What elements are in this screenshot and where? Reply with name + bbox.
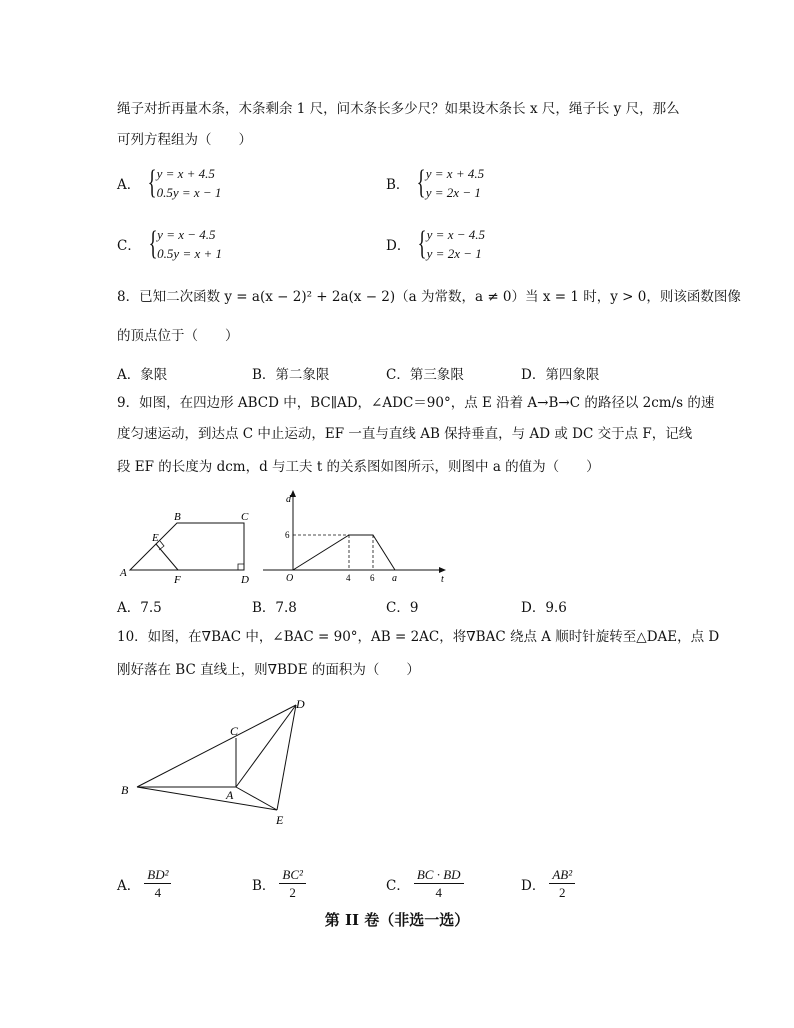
- q7-option-c-eq2: 0.5y = x + 1: [157, 246, 223, 261]
- q7-option-c: [117, 225, 222, 263]
- q9-label-f: F: [174, 574, 181, 586]
- q10-option-b-label: B．: [252, 877, 276, 894]
- brace-icon: {: [147, 164, 157, 201]
- q8-stem-line1: 8．已知二次函数 y = a(x − 2)² + 2a(x − 2)（a 为常数，a ≠ 0）当 x = 1 时，y > 0，则该函数图像: [117, 289, 741, 305]
- q10-option-b: [252, 866, 306, 901]
- q10-label-c: C: [230, 724, 239, 738]
- q8-option-c: C．第三象限: [386, 367, 464, 383]
- q10-option-d-numerator: AB²: [549, 866, 575, 884]
- q10-option-a-denominator: 4: [154, 885, 162, 900]
- q9-graph-x6-label: 6: [370, 573, 375, 583]
- q9-label-e: E: [152, 532, 159, 544]
- q10-stem-line1: 10．如图，在∇BAC 中，∠BAC = 90°，AB = 2AC，将∇BAC 绕点 A 顺时针旋转至△DAE，点 D: [117, 629, 720, 645]
- q9-graph-t-label: t: [441, 574, 444, 585]
- q10-option-c: [386, 866, 464, 901]
- q9-graph-origin-label: O: [286, 573, 294, 584]
- q7-option-d-eq1: y = x − 4.5: [426, 227, 485, 242]
- q7-option-c-eq1: y = x − 4.5: [157, 227, 216, 242]
- brace-icon: {: [417, 164, 427, 201]
- q9-option-b: B．7.8: [252, 600, 297, 616]
- q9-label-b: B: [174, 511, 181, 523]
- q9-option-c: C．9: [386, 600, 419, 616]
- q10-option-c-numerator: BC · BD: [414, 866, 464, 884]
- q10-option-a-label: A．: [117, 877, 141, 894]
- section-title: 第 II 卷（非选一选）: [324, 911, 470, 929]
- q7-option-a: [117, 164, 221, 202]
- q9-option-a: A．7.5: [117, 600, 162, 616]
- q10-option-d-denominator: 2: [558, 885, 566, 900]
- q10-option-c-denominator: 4: [435, 885, 442, 900]
- q7-option-c-label: C．: [117, 238, 141, 254]
- q10-option-d-label: D．: [521, 877, 546, 894]
- q8-option-b: B．第二象限: [252, 367, 330, 383]
- q9-label-a: A: [120, 567, 127, 579]
- q9-graph-xa-label: a: [392, 573, 397, 584]
- q7-option-d-label: D．: [386, 238, 411, 254]
- q10-option-b-numerator: BC²: [279, 866, 306, 884]
- q10-option-a: [117, 866, 171, 901]
- q10-option-a-numerator: BD²: [144, 866, 171, 884]
- q9-label-d: D: [241, 574, 249, 586]
- q7-option-b-label: B．: [386, 177, 410, 193]
- q9-option-d: D．9.6: [521, 600, 567, 616]
- q10-label-a: A: [226, 788, 234, 802]
- q8-stem-line2: 的顶点位于（ ）: [117, 328, 239, 344]
- q9-label-c: C: [241, 511, 249, 523]
- q10-option-b-denominator: 2: [289, 885, 296, 900]
- q8-option-a: A．象限: [117, 367, 168, 383]
- brace-icon: {: [148, 225, 158, 262]
- q9-graph-d-label: d: [286, 494, 291, 505]
- q10-label-b: B: [121, 783, 129, 797]
- q10-label-e: E: [276, 813, 284, 827]
- q10-triangle-figure: [115, 693, 315, 828]
- q7-option-d: [386, 225, 485, 263]
- q9-stem-line3: 段 EF 的长度为 dcm，d 与工夫 t 的关系图如图所示，则图中 a 的值为（ ）: [117, 459, 600, 475]
- q10-label-d: D: [296, 697, 305, 711]
- q8-option-d: D．第四象限: [521, 367, 600, 383]
- q9-stem-line2: 度匀速运动，到达点 C 中止运动，EF 一直与直线 AB 保持垂直，与 AD 或 DC 交于点 F，记线: [117, 426, 693, 442]
- q9-stem-line1: 9．如图，在四边形 ABCD 中，BC∥AD，∠ADC＝90°，点 E 沿着 A→B→C 的路径以 2cm/s 的速: [117, 395, 715, 411]
- brace-icon: {: [418, 225, 427, 262]
- q9-graph-x4-label: 4: [346, 573, 351, 583]
- q7-option-b-eq1: y = x + 4.5: [425, 166, 485, 181]
- q7-option-d-eq2: y = 2x − 1: [426, 246, 482, 261]
- q10-option-d: [521, 866, 575, 901]
- q9-quadrilateral-figure: [110, 505, 270, 590]
- q7-option-a-eq2: 0.5y = x − 1: [156, 185, 222, 200]
- q7-stem-line2: 可列方程组为（ ）: [117, 132, 252, 148]
- q7-option-b: [386, 164, 484, 202]
- q10-stem-line2: 刚好落在 BC 直线上，则∇BDE 的面积为（ ）: [117, 662, 420, 678]
- q9-dt-graph: [258, 488, 450, 586]
- q7-option-b-eq2: y = 2x − 1: [425, 185, 481, 200]
- q7-option-a-eq1: y = x + 4.5: [156, 166, 215, 181]
- q9-graph-y6-label: 6: [285, 530, 290, 540]
- q10-option-c-label: C．: [386, 877, 410, 894]
- q7-stem-line1: 绳子对折再量木条，木条剩余 1 尺，问木条长多少尺？如果设木条长 x 尺，绳子长 y 尺，那么: [117, 101, 680, 117]
- q7-option-a-label: A．: [117, 177, 141, 193]
